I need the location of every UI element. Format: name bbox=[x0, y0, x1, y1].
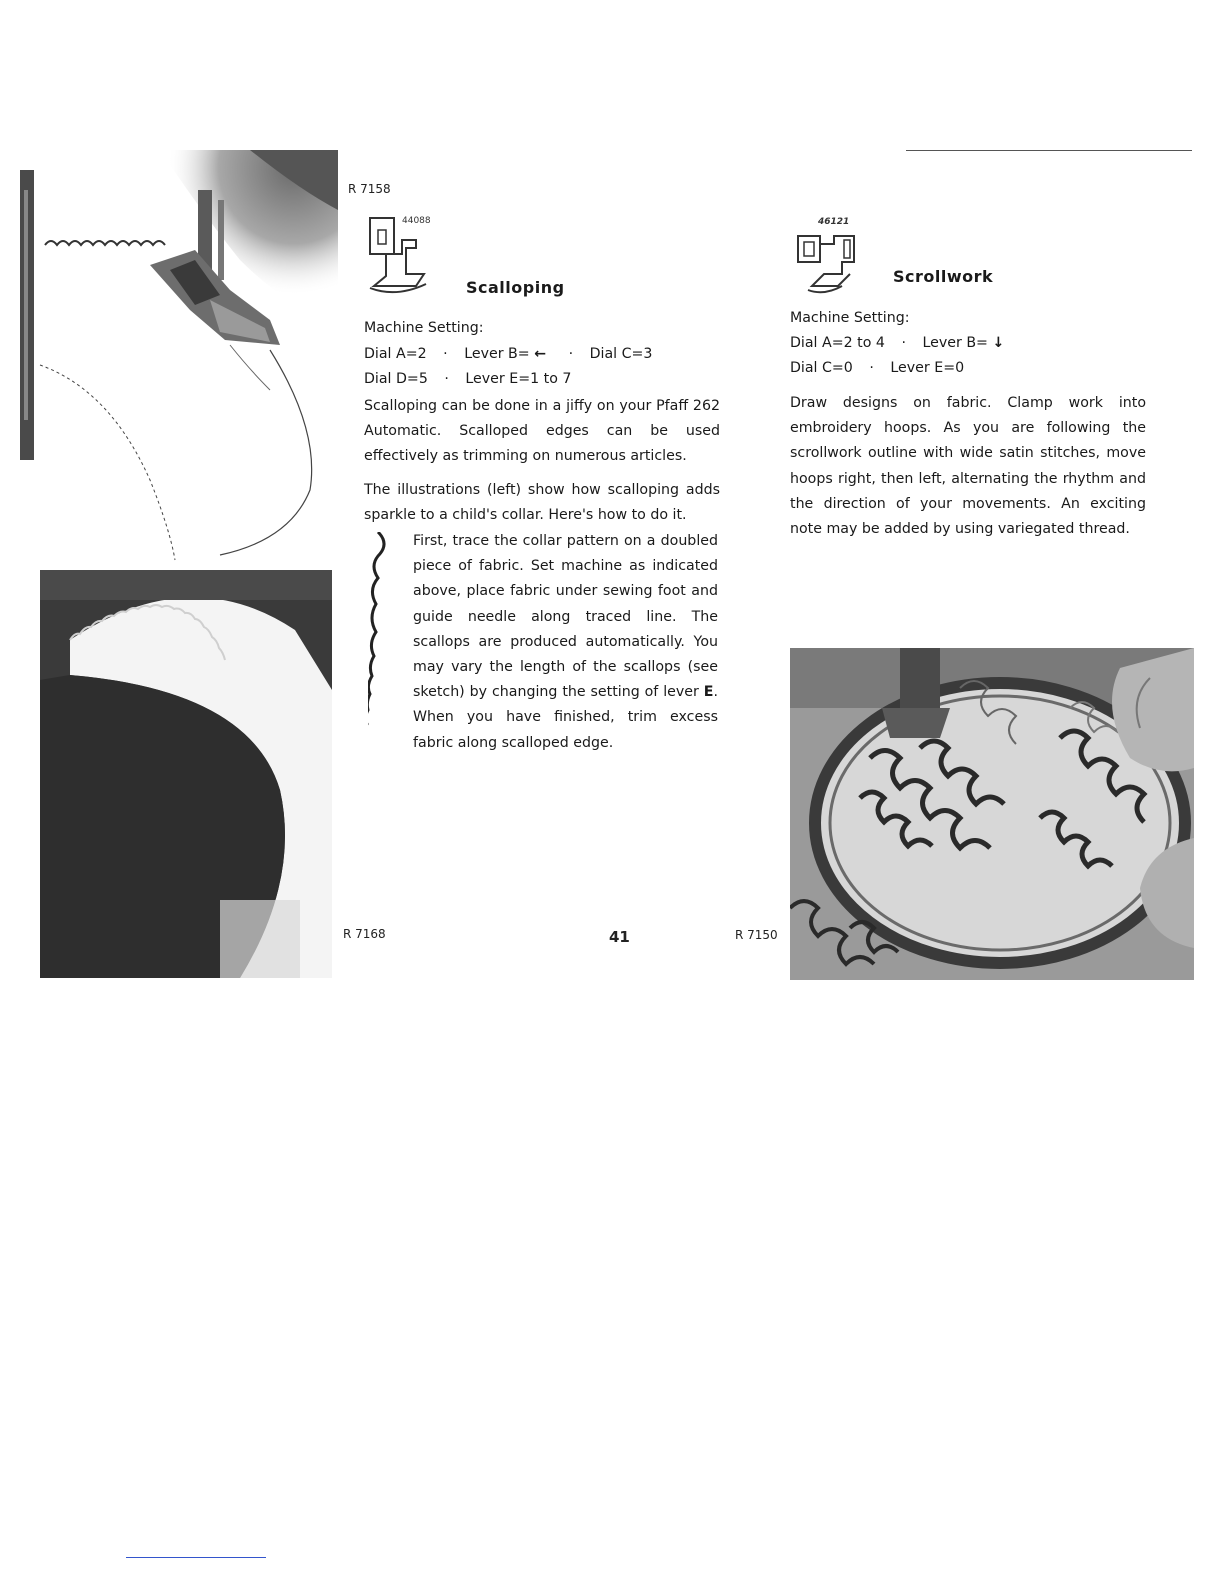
settings-heading: Machine Setting: bbox=[364, 320, 484, 336]
photo-code-top: R 7158 bbox=[348, 182, 391, 196]
paragraph-instructions bbox=[413, 529, 718, 756]
embroidery-foot-icon bbox=[794, 230, 866, 296]
lever-e: Lever E=1 to 7 bbox=[465, 371, 572, 387]
dial-a-right: Dial A=2 to 4 bbox=[790, 335, 885, 351]
page-number: 41 bbox=[609, 928, 630, 946]
settings-line-1 bbox=[364, 342, 652, 368]
footer-link-underline bbox=[126, 1557, 266, 1558]
lever-b-right: Lever B= bbox=[922, 335, 988, 351]
paragraph-illustrations: The illustrations (left) show how scalloping adds sparkle to a child's collar. Here's how to do it. bbox=[364, 482, 720, 524]
photo-scrollwork-hoop bbox=[790, 648, 1194, 980]
section-title-scrollwork: Scrollwork bbox=[893, 267, 994, 286]
separator: · bbox=[444, 371, 449, 387]
dial-c-right: Dial C=0 bbox=[790, 360, 853, 376]
top-rule bbox=[906, 150, 1192, 151]
scallop-sketch bbox=[368, 532, 398, 837]
photo-code-bottom: R 7168 bbox=[343, 927, 386, 941]
photo-scalloped-collar bbox=[40, 570, 332, 978]
instructions-text-end: . When you have finished, trim excess fabric along scalloped edge. bbox=[413, 684, 718, 751]
instructions-text: First, trace the collar pattern on a doubled piece of fabric. Set machine as indicated above, place fabric under sewing foot and guide needle along traced line. The scallops are produced automatically. You may vary the length of the scallops (see sketch) by changing the setting of lever bbox=[413, 533, 718, 701]
presser-foot-icon bbox=[366, 214, 436, 298]
settings-line-2 bbox=[364, 367, 571, 393]
foot-part-number-right: 46121 bbox=[818, 217, 850, 227]
dial-a: Dial A=2 bbox=[364, 346, 427, 362]
settings-line-1-right bbox=[790, 331, 1004, 357]
lever-e-bold: E bbox=[703, 684, 714, 701]
left-arrow-icon: ← bbox=[534, 346, 547, 362]
separator: · bbox=[901, 335, 906, 351]
photo-scalloping-machine bbox=[20, 150, 338, 562]
dial-c: Dial C=3 bbox=[589, 346, 653, 362]
separator: · bbox=[443, 346, 448, 362]
lever-e-right: Lever E=0 bbox=[890, 360, 965, 376]
separator: · bbox=[869, 360, 874, 376]
photo-code-right: R 7150 bbox=[735, 928, 778, 942]
foot-part-number: 44088 bbox=[402, 216, 431, 226]
settings-line-2-right bbox=[790, 356, 964, 382]
paragraph-scrollwork: Draw designs on fabric. Clamp work into embroidery hoops. As you are following the scrollwork outline with wide satin stitches, move hoops right, then left, alternating the rhythm and the direction of your movements. An exciting note may be added by using variegated thread. bbox=[790, 395, 1146, 538]
dial-d: Dial D=5 bbox=[364, 371, 428, 387]
separator: · bbox=[568, 346, 574, 362]
paragraph-intro: Scalloping can be done in a jiffy on your Pfaff 262 Automatic. Scalloped edges can be used effectively as trimming on numerous articles. bbox=[364, 398, 720, 465]
section-title-scalloping: Scalloping bbox=[466, 278, 565, 297]
lever-b: Lever B= bbox=[464, 346, 530, 362]
settings-heading-right: Machine Setting: bbox=[790, 310, 910, 326]
down-arrow-icon: ↓ bbox=[992, 335, 1005, 351]
